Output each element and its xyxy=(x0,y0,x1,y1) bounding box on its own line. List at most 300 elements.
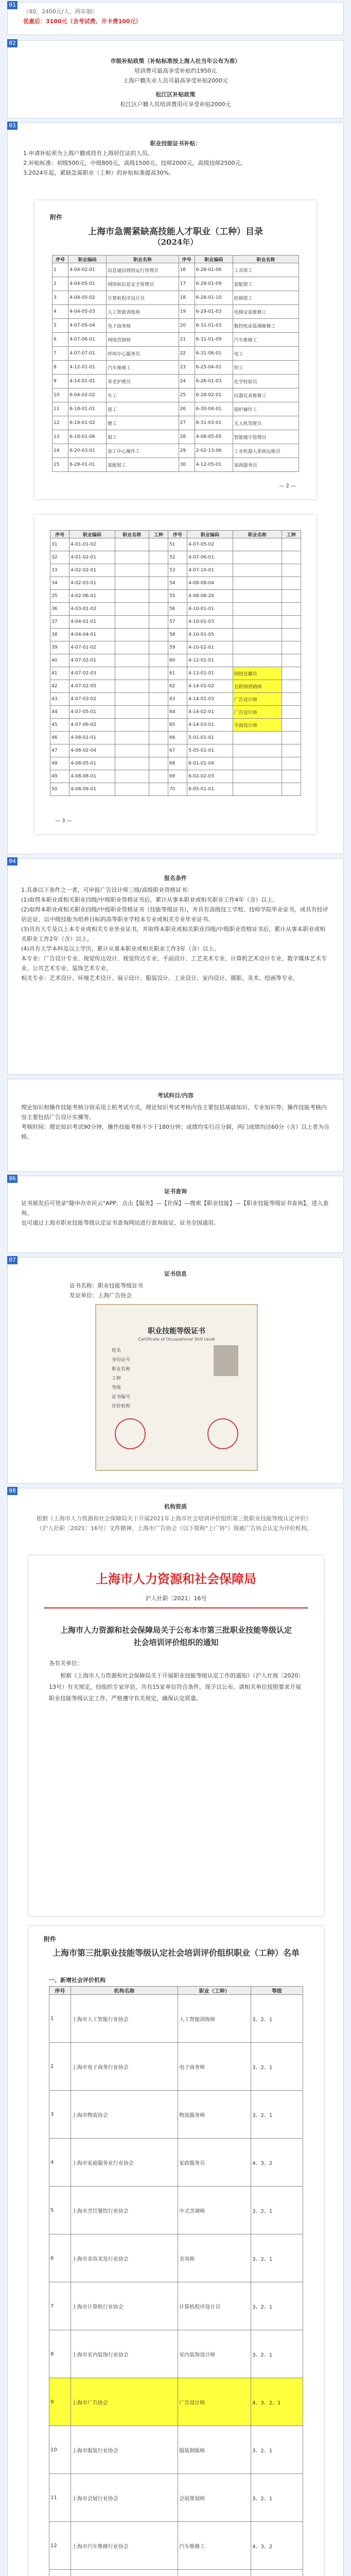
exam-line-2: 考核时间：理论知识考试90分钟，操作技能考核不少于180分钟；成绩均实行百分制，两门成绩均达60分（含）以上者为合格。 xyxy=(21,1124,329,1140)
section-number: 08 xyxy=(7,1487,17,1495)
table-row xyxy=(50,551,301,564)
table-cell xyxy=(49,2570,71,2576)
table-cell: 磨工 xyxy=(107,416,179,430)
subsidy-line-2: 上海户籍失业人员可最高享受补贴2000元 xyxy=(123,77,228,84)
table-cell xyxy=(282,616,301,629)
page-number: — 2 — xyxy=(279,483,296,489)
table-cell xyxy=(233,757,282,770)
table-cell: 5 xyxy=(52,319,68,333)
table-cell xyxy=(149,616,168,629)
table-cell xyxy=(233,783,282,796)
table-cell: 3、2、1 xyxy=(251,2187,303,2234)
table-cell: 车工 xyxy=(107,388,179,402)
table-cell: 4-07-02-05 xyxy=(69,680,115,693)
table-cell: 42 xyxy=(50,680,69,693)
table-cell: 6 xyxy=(52,333,68,347)
table-cell: 52 xyxy=(168,551,187,564)
table-cell xyxy=(251,2570,303,2576)
table-cell: 机修钳工 xyxy=(233,291,299,305)
table-cell: 58 xyxy=(168,629,187,641)
cert-field-label: 身份证号 xyxy=(112,1358,131,1363)
table-cell: 工具钳工 xyxy=(233,263,299,277)
table-cell xyxy=(233,564,282,577)
cert-subsidy-line-2: 2.补贴标准：初级500元，中级800元，高级1500元，技师2000元，高级技师2500元。 xyxy=(23,160,247,166)
table-cell: 4-10-02-01 xyxy=(187,641,233,654)
table-cell xyxy=(115,744,149,757)
table-header-cell: 等级 xyxy=(251,1987,303,1995)
table-row xyxy=(49,2522,303,2570)
table-cell: 4-08-09-01 xyxy=(69,783,115,796)
certificate-title: 证书信息 xyxy=(164,1270,187,1277)
cert-field-label: 职业名称 xyxy=(112,1367,131,1372)
query-title: 证书查询 xyxy=(164,1188,187,1195)
table-cell: 41 xyxy=(50,667,69,680)
table-cell: 4-14-01-03 xyxy=(187,693,233,706)
table-row xyxy=(52,375,299,388)
table-header-cell: 序号 xyxy=(49,1987,71,1995)
table-row xyxy=(49,2091,303,2139)
table-cell: 3、2、1 xyxy=(251,2091,303,2139)
table-cell: 18 xyxy=(179,291,195,305)
table-cell: 51 xyxy=(168,538,187,551)
table-row xyxy=(52,263,299,277)
table-header-cell: 职业名称 xyxy=(107,256,179,263)
table-cell: 上海市家庭服务业行业协会 xyxy=(71,2139,178,2187)
table-cell: 4-04-02-01 xyxy=(68,263,107,277)
table-cell: 68 xyxy=(168,757,187,770)
subsidy-line-1: 培训费可最高享受补贴约1950元 xyxy=(134,67,217,74)
table-cell: 4-07-05-04 xyxy=(68,319,107,333)
table-cell xyxy=(149,577,168,590)
table-cell xyxy=(115,706,149,719)
table-cell xyxy=(149,603,168,616)
table-cell xyxy=(149,667,168,680)
table-cell: 16 xyxy=(179,263,195,277)
table-cell xyxy=(233,732,282,744)
table-cell: 2-02-13-06 xyxy=(195,444,233,458)
table-cell xyxy=(282,757,301,770)
catalog-document-page-2 xyxy=(34,515,317,834)
table-row xyxy=(52,319,299,333)
bureau-name: 上海市人力资源和社会保障局 xyxy=(96,1571,256,1586)
price-line-2: 优惠后：3100元（含考试费、开卡费100元） xyxy=(23,18,142,25)
table-cell: 4 xyxy=(52,305,68,319)
table-cell: 6-26-01-03 xyxy=(195,375,233,388)
table-cell xyxy=(282,577,301,590)
table-header-cell: 工种 xyxy=(149,531,168,538)
table-row xyxy=(50,680,301,693)
table-row xyxy=(52,416,299,430)
table-cell: 70 xyxy=(168,783,187,796)
table-header-cell: 职业（工种） xyxy=(178,1987,251,1995)
table-row xyxy=(52,347,299,361)
subsidy-title: 市级补贴政策（补贴标准按上海人社当年公布为准） xyxy=(110,58,241,64)
table-cell xyxy=(149,744,168,757)
table-cell xyxy=(149,641,168,654)
section-number: 01 xyxy=(7,1,17,9)
price-card xyxy=(7,2,344,35)
table-header-cell: 职业名称 xyxy=(115,531,149,538)
table-cell: 上海市美容美发行业协会 xyxy=(71,2234,178,2282)
table-header-cell: 职业名称 xyxy=(233,256,299,263)
table-cell xyxy=(233,590,282,603)
table-header-cell: 职业编码 xyxy=(187,531,233,538)
table-cell xyxy=(233,770,282,783)
table-cell: 数控机床装调维修工 xyxy=(233,319,299,333)
table-cell xyxy=(233,577,282,590)
table-cell: 4-03-01-02 xyxy=(69,603,115,616)
table-cell: 4-07-07-01 xyxy=(68,347,107,361)
cert-field-label: 工种 xyxy=(112,1376,121,1381)
table-cell xyxy=(149,538,168,551)
table-cell: 33 xyxy=(50,564,69,577)
table-cell: 4-04-05-02 xyxy=(68,291,107,305)
table-cell: 13 xyxy=(52,430,68,444)
table-cell xyxy=(149,770,168,783)
district-subsidy-title: 松江区补贴政策 xyxy=(155,91,196,98)
table-cell xyxy=(115,732,149,744)
table-cell: 6-01-01-04 xyxy=(187,757,233,770)
table-cell: 钳工 xyxy=(107,430,179,444)
table-cell: 上海市物流协会 xyxy=(71,2091,178,2139)
table-row xyxy=(52,361,299,375)
table-row xyxy=(50,744,301,757)
table-cell: 48 xyxy=(50,757,69,770)
table-cell: 汽车维修工 xyxy=(107,361,179,375)
table-cell: 3、2、1 xyxy=(251,1995,303,2043)
catalog-title: 上海市急需紧缺高技能人才职业（工种）目录 xyxy=(88,227,263,237)
requirement-line-2: (1)取得本职业或相关职业四级/中级职业资格证书后，累计从事本职业或相关职业工作4年（含）以上。 xyxy=(21,896,278,903)
annex-label: 附件 xyxy=(44,1936,57,1943)
table-cell: 4-04-04-01 xyxy=(69,629,115,641)
table-row xyxy=(50,629,301,641)
table-cell xyxy=(282,654,301,667)
cert-subsidy-line-3: 3.2024年起，紧缺急需职业（工种）的补贴标准提高30%。 xyxy=(23,170,174,176)
table-cell: 上海市汽车维修行业协会 xyxy=(71,2522,178,2570)
table-row xyxy=(50,706,301,719)
table-cell xyxy=(149,629,168,641)
table-cell xyxy=(115,770,149,783)
table-header-cell: 职业编码 xyxy=(68,256,107,263)
requirement-line-4: (3)具有大专及以上本专业或相关专业毕业证书，并取得本职业或相关职业四级/中级职业资格证书后，累计从事本职业或相关职业工作2年（含）以上。 xyxy=(21,926,326,942)
table-cell: 电子商务师 xyxy=(107,319,179,333)
table-header-cell: 序号 xyxy=(50,531,69,538)
table-cell: 广告设计师 xyxy=(233,693,282,706)
table-cell xyxy=(149,757,168,770)
table-cell: 4-10-01-01 xyxy=(187,603,233,616)
table-row xyxy=(49,2330,303,2378)
table-cell: 铣工 xyxy=(107,402,179,416)
table-cell xyxy=(149,706,168,719)
table-cell: 4-14-02-01 xyxy=(187,706,233,719)
table-cell xyxy=(149,590,168,603)
table-cell xyxy=(282,680,301,693)
table-row xyxy=(49,2187,303,2234)
table-cell: 4-12-05-01 xyxy=(195,458,233,472)
table-cell: 计算机程序设计员 xyxy=(178,2282,251,2330)
requirement-line-5: (4)具有大学本科及以上学历，累计从事本职业或相关职业工作3年（含）以上。 xyxy=(21,945,220,952)
table-cell: 3 xyxy=(52,291,68,305)
table-cell: 4-07-10-01 xyxy=(187,564,233,577)
table-row xyxy=(50,590,301,603)
table-header-cell: 序号 xyxy=(168,531,187,538)
table-cell: 4-07-02-01 xyxy=(69,654,115,667)
table-cell xyxy=(282,603,301,616)
table-cell: 6-30-04-01 xyxy=(195,402,233,416)
table-cell: 4-08-01-01 xyxy=(69,732,115,744)
table-cell: 3 xyxy=(49,2091,71,2139)
table-cell: 家政服务员 xyxy=(178,2139,251,2187)
table-cell xyxy=(115,590,149,603)
table-cell: 4-08-05-01 xyxy=(69,757,115,770)
section-number: 06 xyxy=(7,1175,17,1183)
table-cell: 4-14-01-01 xyxy=(68,375,107,388)
table-cell: 1 xyxy=(49,1995,71,2043)
table-cell: 电子商务师 xyxy=(178,2043,251,2091)
table-cell xyxy=(233,538,282,551)
table-row xyxy=(49,2426,303,2474)
annex-label: 附件 xyxy=(50,214,63,221)
table-cell: 38 xyxy=(50,629,69,641)
table-cell: 工业机器人系统运维员 xyxy=(233,444,299,458)
table-row xyxy=(50,641,301,654)
table-cell xyxy=(115,551,149,564)
table-cell: 无人机驾驶员 xyxy=(233,416,299,430)
table-cell: 8 xyxy=(52,361,68,375)
table-cell: 59 xyxy=(168,641,187,654)
table-row xyxy=(49,2474,303,2522)
table-cell xyxy=(115,757,149,770)
table-cell: 4、3、2 xyxy=(251,2139,303,2187)
notice-body: 根据《上海市人力资源和社会保障局关于开展职业技能等级认定工作的通知》（沪人社规〔2020〕13号）有关规定，经组织专家评估，共有15家单位符合条件，现予以公布。请相关单位按照要求开展职业技能等级认定工作，严格遵守有关规定，确保认定质量。 xyxy=(49,1672,301,1702)
catalog-document-page-1 xyxy=(34,200,317,499)
table-cell xyxy=(282,667,301,680)
table-cell xyxy=(282,706,301,719)
table-cell: 44 xyxy=(50,706,69,719)
table-cell: 4-07-01-02 xyxy=(69,641,115,654)
table-cell xyxy=(149,693,168,706)
table-cell: 4-12-01-01 xyxy=(68,361,107,375)
table-cell: 4-07-02-03 xyxy=(69,667,115,680)
table-cell: 室内装饰设计师 xyxy=(178,2330,251,2378)
notice-addressee: 各有关单位： xyxy=(49,1660,83,1667)
table-cell: 10 xyxy=(52,388,68,402)
table-cell: 53 xyxy=(168,564,187,577)
cert-field-label: 证书编号 xyxy=(112,1395,131,1400)
table-cell: 40 xyxy=(50,654,69,667)
table-cell: 4-07-03-02 xyxy=(69,693,115,706)
table-cell xyxy=(233,654,282,667)
table-cell xyxy=(115,577,149,590)
table-cell: 26 xyxy=(179,402,195,416)
cert-field-label: 姓名 xyxy=(112,1348,121,1353)
certificate-issuer: 发证单位：上海广告协会 xyxy=(69,1292,132,1299)
catalog-table-continued xyxy=(50,530,301,796)
certificate-subsidy-card xyxy=(7,123,344,854)
table-cell xyxy=(282,629,301,641)
requirements-title: 报名条件 xyxy=(164,875,187,882)
table-cell: 64 xyxy=(168,706,187,719)
table-cell: 4-04-01-01 xyxy=(69,616,115,629)
table-cell: 34 xyxy=(50,577,69,590)
table-cell: 17 xyxy=(179,277,195,291)
table-row xyxy=(50,538,301,551)
table-cell xyxy=(149,654,168,667)
requirement-line-6: 本专业：广告设计专业、视觉传达设计、视觉传达专业、平面设计、工艺美术专业、计算机艺术设计专业、数字媒体艺术专业、公共艺术专业、装饰艺术专业。 xyxy=(21,955,327,972)
table-cell: 4-04-05-03 xyxy=(68,305,107,319)
table-row xyxy=(49,2139,303,2187)
table-cell: 上海市室内装饰行业协会 xyxy=(71,2330,178,2378)
table-cell: 广告设计师 xyxy=(233,706,282,719)
table-cell xyxy=(115,783,149,796)
table-cell xyxy=(282,732,301,744)
table-cell: 62 xyxy=(168,680,187,693)
table-cell: 6-31-01-03 xyxy=(195,319,233,333)
table-cell: 11 xyxy=(52,402,68,416)
list-document xyxy=(28,1926,324,2576)
table-cell: 4、3、2、1 xyxy=(251,2378,303,2426)
table-cell xyxy=(282,551,301,564)
table-cell xyxy=(282,770,301,783)
table-cell: 化学检验员 xyxy=(233,375,299,388)
list-subtitle: 一、新增社会评价机构 xyxy=(49,1977,106,1984)
table-cell: 6-28-02-01 xyxy=(195,388,233,402)
table-cell: 锅炉操作工 xyxy=(233,402,299,416)
table-cell xyxy=(149,551,168,564)
notice-title: 上海市人力资源和社会保障局关于公布本市第三批职业技能等级认定社会培训评价组织的通知 xyxy=(60,1625,292,1647)
section-number: 02 xyxy=(7,39,17,47)
table-cell: 43 xyxy=(50,693,69,706)
table-row xyxy=(50,616,301,629)
table-cell: 6 xyxy=(49,2234,71,2282)
table-cell: 63 xyxy=(168,693,187,706)
exam-title: 考试科目/内容 xyxy=(157,1092,194,1099)
table-cell: 汽车维修工 xyxy=(178,2522,251,2570)
table-cell xyxy=(149,732,168,744)
table-cell xyxy=(115,719,149,732)
table-cell: 汽车维修工 xyxy=(233,333,299,347)
table-cell: 66 xyxy=(168,732,187,744)
table-cell: 60 xyxy=(168,654,187,667)
table-row xyxy=(50,654,301,667)
table-cell: 6-28-01-09 xyxy=(195,277,233,291)
notice-document xyxy=(28,1555,324,1916)
cert-subsidy-title: 职业技能证书补贴： xyxy=(150,140,201,147)
table-cell xyxy=(115,616,149,629)
table-cell: 4-08-08-04 xyxy=(187,577,233,590)
table-cell: 6-20-03-01 xyxy=(68,444,107,458)
table-cell: 46 xyxy=(50,732,69,744)
table-cell: 6-18-01-01 xyxy=(68,402,107,416)
table-cell: 25 xyxy=(179,388,195,402)
table-cell: 4-08-08-20 xyxy=(187,590,233,603)
table-row xyxy=(49,2282,303,2330)
photo-placeholder xyxy=(214,1345,238,1376)
table-cell: 平面设计师 xyxy=(233,719,282,732)
table-cell: 4 xyxy=(49,2139,71,2187)
table-cell xyxy=(233,603,282,616)
table-cell: 加工中心操作工 xyxy=(107,444,179,458)
table-row xyxy=(49,1995,303,2043)
table-cell: 12 xyxy=(49,2522,71,2570)
subsidy-card xyxy=(7,40,344,118)
table-cell: 3、2、1 xyxy=(251,2426,303,2474)
table-row xyxy=(49,2378,303,2426)
table-cell: 7 xyxy=(49,2282,71,2330)
table-header-cell: 工种 xyxy=(282,531,301,538)
table-cell: 焊工 xyxy=(233,361,299,375)
table-cell: 5 xyxy=(49,2187,71,2234)
table-cell: 4-07-05-01 xyxy=(69,706,115,719)
table-cell: 6-28-01-06 xyxy=(195,263,233,277)
table-cell: 32 xyxy=(50,551,69,564)
table-cell xyxy=(149,680,168,693)
table-cell: 24 xyxy=(179,375,195,388)
table-cell xyxy=(233,629,282,641)
table-header-cell: 职业名称 xyxy=(233,531,282,538)
table-cell: 7 xyxy=(52,347,68,361)
table-row xyxy=(49,2570,303,2576)
table-cell: 19 xyxy=(179,305,195,319)
table-cell: 4-08-02-04 xyxy=(69,744,115,757)
table-cell: 2 xyxy=(49,2043,71,2091)
table-cell: 人工智能训练师 xyxy=(107,305,179,319)
seal-stamp xyxy=(115,1418,146,1449)
table-cell xyxy=(115,538,149,551)
requirement-line-1: 1.具备以下条件之一者，可申报广告设计师三级/高级职业资格证书： xyxy=(21,887,193,893)
table-cell: 网络营销师 xyxy=(107,333,179,347)
table-cell: 61 xyxy=(168,667,187,680)
table-cell: 美容师 xyxy=(178,2234,251,2282)
table-cell xyxy=(71,2570,178,2576)
table-cell xyxy=(282,564,301,577)
table-cell: 20 xyxy=(179,319,195,333)
document-number: 沪人社职〔2021〕16号 xyxy=(145,1595,207,1602)
table-cell: 5-01-01-01 xyxy=(187,732,233,744)
table-cell: 56 xyxy=(168,603,187,616)
table-cell: 装配钳工 xyxy=(107,458,179,472)
table-cell: 11 xyxy=(49,2474,71,2522)
table-header-cell: 序号 xyxy=(52,256,68,263)
table-cell: 信息通信网络运行管理员 xyxy=(107,263,179,277)
table-cell: 广告设计师 xyxy=(178,2378,251,2426)
table-cell xyxy=(233,551,282,564)
table-cell: 6-05-01-01 xyxy=(187,783,233,796)
table-cell: 4-14-01-02 xyxy=(187,680,233,693)
table-cell: 37 xyxy=(50,616,69,629)
table-cell: 装配钳工 xyxy=(233,277,299,291)
exam-line-1: 理论知识和操作技能考核分别采用上机考试方式，理论知识考试考核内容主要包括基础知识、专业知识等；操作技能考核内容主要包括广告设计实操等。 xyxy=(21,1104,327,1121)
list-title: 上海市第三批职业技能等级认定社会培训评价组织职业（工种）名单 xyxy=(52,1948,300,1958)
table-row xyxy=(50,667,301,680)
table-cell xyxy=(282,590,301,603)
table-cell: 服装制版师 xyxy=(178,2426,251,2474)
table-cell: 30 xyxy=(179,458,195,472)
table-cell: 10 xyxy=(49,2426,71,2474)
cert-fields xyxy=(112,1346,130,1411)
table-cell xyxy=(282,719,301,732)
table-cell: 上海市计算机行业协会 xyxy=(71,2282,178,2330)
table-cell: 4-07-06-01 xyxy=(68,333,107,347)
table-cell: 4-07-06-01 xyxy=(187,551,233,564)
table-cell: 6-18-01-02 xyxy=(68,416,107,430)
table-cell: 3、2、1 xyxy=(251,2330,303,2378)
table-row xyxy=(49,2043,303,2091)
certificate-image xyxy=(95,1304,258,1471)
table-cell: 4-13-01-01 xyxy=(187,667,233,680)
table-cell: 4-01-01-02 xyxy=(69,538,115,551)
requirement-line-7: 相关专业：艺术设计、环境艺术设计、展示设计、服装设计、工业设计、室内设计、摄影、美术、绘画等专业。 xyxy=(21,975,299,981)
